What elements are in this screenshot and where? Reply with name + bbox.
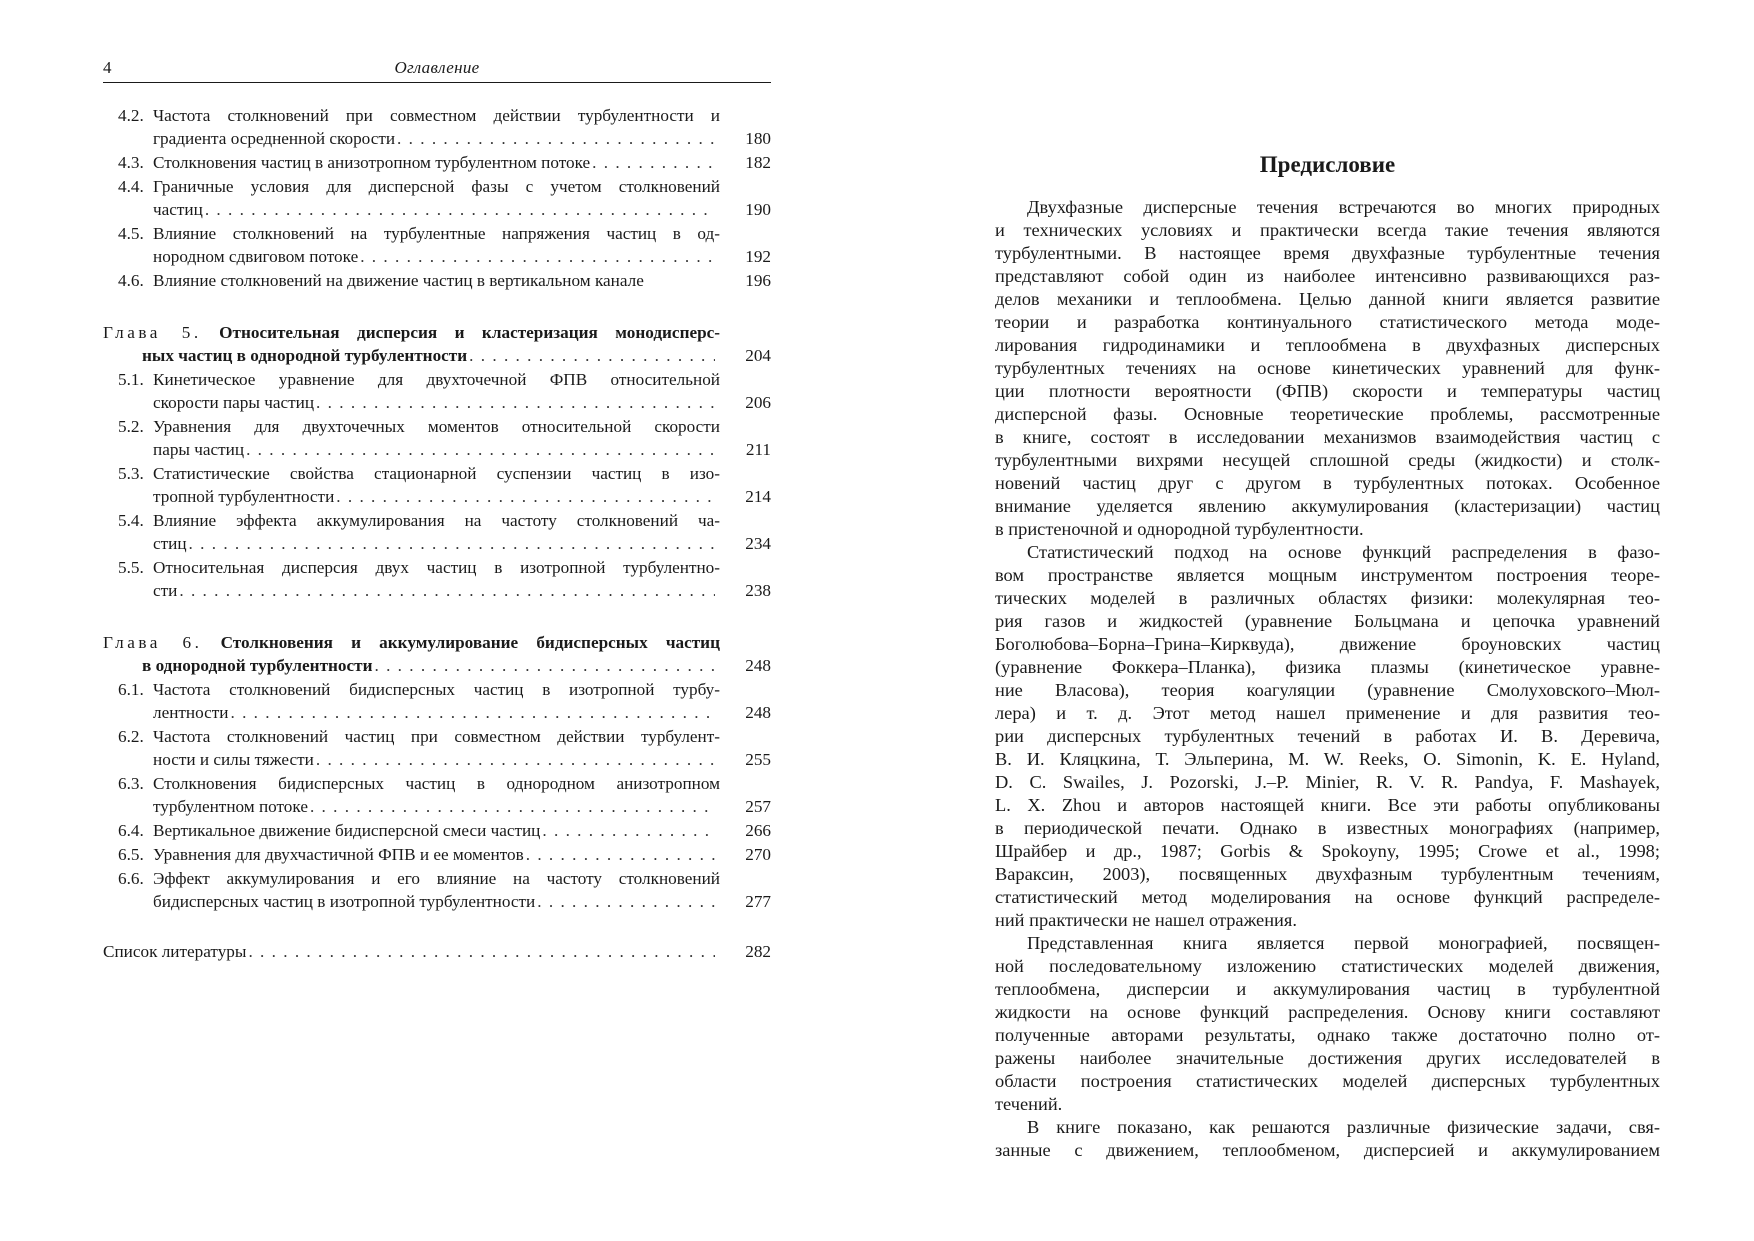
toc-dot-leader: [179, 579, 715, 602]
toc-dot-leader: [592, 151, 715, 174]
toc-title-line: Влияние эффекта аккумулирования на частоту столкновений ча-: [153, 511, 720, 530]
toc-dot-leader: [316, 391, 715, 414]
toc-dot-leader: [248, 940, 715, 963]
toc-section[interactable]: [103, 175, 771, 221]
toc-title-line: градиента осредненной скорости: [153, 129, 396, 148]
preface-line: лирования гидродинамики и теплообмена в двухфазных дисперсных: [995, 335, 1660, 355]
toc-page-number: 204: [745, 346, 771, 365]
preface-line: теплообмена, дисперсии и аккумулирования частиц в турбулентной: [995, 979, 1660, 999]
preface-line: лера) и т. д. Этот метод нашел применение и для развития тео-: [995, 703, 1660, 723]
toc-number: 6.4.: [118, 821, 144, 840]
toc-section[interactable]: [103, 415, 771, 461]
toc-number: 6.1.: [118, 680, 144, 699]
toc-page-number: 214: [745, 487, 771, 506]
toc-number: 5.2.: [118, 417, 144, 436]
toc-section[interactable]: [103, 867, 771, 913]
toc-section[interactable]: [103, 772, 771, 818]
toc-title-line: Эффект аккумулирования и его влияние на частоту столкновений: [153, 869, 720, 888]
preface-line: новений частиц друг с другом в турбулентных потоках. Особенное: [995, 473, 1660, 493]
toc-section[interactable]: [103, 725, 771, 771]
toc-section[interactable]: [103, 151, 771, 174]
preface-line: Боголюбова–Борна–Грина–Кирквуда), движение броуновских частиц: [995, 634, 1660, 654]
toc-dot-leader: [336, 485, 715, 508]
toc-title-line: Относительная дисперсия и кластеризация монодисперс-: [219, 323, 721, 342]
toc-dot-leader: [246, 438, 715, 461]
toc-number: 4.6.: [118, 271, 144, 290]
toc-section[interactable]: [103, 368, 771, 414]
toc-title-line: Относительная дисперсия двух частиц в изотропной турбулентно-: [153, 558, 720, 577]
toc-page-number: 257: [745, 797, 771, 816]
preface-line: турбулентными вихрями несущей сплошной среды (жидкости) и столк-: [995, 450, 1660, 470]
preface-line: Представленная книга является первой монографией, посвящен-: [1027, 933, 1660, 953]
running-title: Оглавление: [394, 58, 480, 77]
toc-section[interactable]: [103, 843, 771, 866]
preface-line: рии дисперсных турбулентных течений в работах И. В. Деревича,: [995, 726, 1660, 746]
toc-number: 6.2.: [118, 727, 144, 746]
toc-dot-leader: [542, 819, 715, 842]
toc-title-line: Частота столкновений частиц при совместном действии турбулент-: [153, 727, 720, 746]
preface-line: теории и разработка континуального статистического метода моде-: [995, 312, 1660, 332]
preface-line: (уравнение Фоккера–Планка), физика плазмы (кинетическое уравне-: [995, 657, 1660, 677]
preface-line: занные с движением, теплообменом, дисперсией и аккумулированием: [995, 1140, 1660, 1160]
toc-dot-leader: [526, 843, 715, 866]
preface-line: турбулентными. В настоящее время двухфазные турбулентные течения: [995, 243, 1660, 263]
preface-line: в книге, состоят в исследовании механизмов взаимодействия частиц с: [995, 427, 1660, 447]
toc-dot-leader: [469, 344, 715, 367]
preface-line: жидкости на основе функций распределения. Основу книги составляют: [995, 1002, 1660, 1022]
toc-page-number: 277: [745, 892, 771, 911]
preface-line: внимание уделяется явлению аккумулирования (кластеризации) частиц: [995, 496, 1660, 516]
toc-title-line: Частота столкновений при совместном действии турбулентности и: [153, 106, 720, 125]
toc-section[interactable]: [103, 819, 771, 842]
preface-line: и технических условиях и практически всегда такие течения являются: [995, 220, 1660, 240]
toc-title-line: Уравнения для двухточечных моментов относительной скорости: [153, 417, 720, 436]
toc-page-number: 270: [745, 845, 771, 864]
toc-page-number: 196: [745, 271, 771, 290]
toc-title-line: Кинетическое уравнение для двухточечной ФПВ относительной: [153, 370, 720, 389]
toc-dot-leader: [316, 748, 715, 771]
toc-title-line: Граничные условия для дисперсной фазы с учетом столкновений: [153, 177, 720, 196]
preface-line: делов механики и теплообмена. Целью данной книги является развитие: [995, 289, 1660, 309]
toc-number: 6.5.: [118, 845, 144, 864]
toc-dot-leader: [230, 701, 715, 724]
toc-title-line: Частота столкновений бидисперсных частиц в изотропной турбу-: [153, 680, 720, 699]
toc-page-number: 266: [745, 821, 771, 840]
toc-title-line: бидисперсных частиц в изотропной турбулентности: [153, 892, 536, 911]
toc-page-number: 180: [745, 129, 771, 148]
toc-page-number: 248: [745, 703, 771, 722]
toc-number: 5.5.: [118, 558, 144, 577]
preface-line: тических моделей в различных областях физики: молекулярная тео-: [995, 588, 1660, 608]
toc-title-line: частиц: [153, 200, 203, 219]
toc-dot-leader: [205, 198, 715, 221]
toc-section[interactable]: [103, 269, 771, 292]
preface-line: рия газов и жидкостей (уравнение Больцмана и цепочка уравнений: [995, 611, 1660, 631]
toc-title-line: Столкновения бидисперсных частиц в однородном анизотропном: [153, 774, 720, 793]
toc-title-line: Вертикальное движение бидисперсной смеси частиц: [153, 821, 541, 840]
toc-title-line: Влияние столкновений на движение частиц в вертикальном канале: [153, 271, 644, 290]
toc-page-number: 211: [745, 440, 771, 459]
toc-title-line: турбулентном потоке: [153, 797, 308, 816]
toc-dot-leader: [374, 654, 715, 677]
toc-chapter-label: Глава 5.: [103, 323, 202, 342]
toc-number: 4.3.: [118, 153, 144, 172]
toc-section[interactable]: [103, 509, 771, 555]
toc-chapter[interactable]: [103, 631, 771, 677]
toc-section[interactable]: [103, 678, 771, 724]
preface-title: Предисловие: [1259, 152, 1396, 177]
toc-section[interactable]: [103, 462, 771, 508]
toc-title-line: стиц: [153, 534, 187, 553]
preface-line: ний практически не нашел отражения.: [995, 910, 1297, 930]
toc-section[interactable]: [103, 222, 771, 268]
toc-page-number: 190: [745, 200, 771, 219]
preface-line: ражены наиболее значительные достижения других исследователей в: [995, 1048, 1660, 1068]
toc-title-line: пары частиц: [153, 440, 245, 459]
preface-line: представляют собой один из наиболее интенсивно развивающихся раз-: [995, 266, 1660, 286]
toc-title-line: ности и силы тяжести: [153, 750, 314, 769]
preface-line: ной последовательному изложению статистических моделей движения,: [995, 956, 1660, 976]
toc-title-line: Столкновения частиц в анизотропном турбулентном потоке: [153, 153, 591, 172]
preface-line: Двухфазные дисперсные течения встречаются во многих природных: [1027, 197, 1660, 217]
preface-line: D. C. Swailes, J. Pozorski, J.–P. Minier, R. V. R. Pandya, F. Mashayek,: [995, 772, 1660, 792]
toc-title-line: тропной турбулентности: [153, 487, 335, 506]
toc-number: 5.3.: [118, 464, 144, 483]
toc-number: 6.3.: [118, 774, 144, 793]
preface-line: В. И. Кляцкина, Т. Эльперина, M. W. Reeks, O. Simonin, K. E. Hyland,: [995, 749, 1660, 769]
toc-title-line: Уравнения для двухчастичной ФПВ и ее моментов: [153, 845, 524, 864]
toc-section[interactable]: [103, 556, 771, 602]
toc-title-line: в однородной турбулентности: [142, 656, 373, 675]
toc-number: 6.6.: [118, 869, 144, 888]
toc-title-line: Статистические свойства стационарной суспензии частиц в изо-: [153, 464, 720, 483]
toc-number: 5.1.: [118, 370, 144, 389]
preface-line: области построения статистических моделей дисперсных турбулентных: [995, 1071, 1660, 1091]
toc-dot-leader: [310, 795, 715, 818]
preface-line: Вараксин, 2003), посвященных двухфазным турбулентным течениям,: [995, 864, 1660, 884]
toc-dot-leader: [360, 245, 715, 268]
preface-line: ние Власова), теория коагуляции (уравнение Смолуховского–Мюл-: [995, 680, 1660, 700]
preface-line: в периодической печати. Однако в известных монографиях (например,: [995, 818, 1660, 838]
preface-line: ции плотности вероятности (ФПВ) скорости и температуры частиц: [995, 381, 1660, 401]
toc-number: 4.5.: [118, 224, 144, 243]
preface-line: дисперсной фазы. Основные теоретические проблемы, рассмотренные: [995, 404, 1660, 424]
page-number: 4: [103, 58, 112, 77]
toc-page-number: 206: [745, 393, 771, 412]
preface-line: полученные авторами результаты, однако также достаточно полно от-: [995, 1025, 1660, 1045]
toc-title-line: Столкновения и аккумулирование бидисперсных частиц: [220, 633, 720, 652]
preface-line: течений.: [995, 1094, 1063, 1114]
preface-line: L. X. Zhou и авторов настоящей книги. Все эти работы опубликованы: [995, 795, 1660, 815]
toc-number: 4.4.: [118, 177, 144, 196]
toc-page-number: 234: [745, 534, 771, 553]
toc-dot-leader: [397, 127, 715, 150]
toc-number: 5.4.: [118, 511, 144, 530]
preface-body: [995, 196, 1660, 1162]
toc-dot-leader: [189, 532, 715, 555]
preface-line: в пристеночной и однородной турбулентности.: [995, 519, 1364, 539]
toc-title-line: ных частиц в однородной турбулентности: [142, 346, 468, 365]
toc-bibliography[interactable]: [103, 940, 771, 963]
toc-page-number: 192: [745, 247, 771, 266]
toc-title-line: нородном сдвиговом потоке: [153, 247, 359, 266]
toc-page-number: 238: [745, 581, 771, 600]
toc-title-line: лентности: [153, 703, 229, 722]
toc-title-line: Список литературы: [103, 942, 247, 961]
preface-line: В книге показано, как решаются различные физические задачи, свя-: [1027, 1117, 1660, 1137]
toc-title-line: сти: [153, 581, 178, 600]
toc-number: 4.2.: [118, 106, 144, 125]
toc-chapter-label: Глава 6.: [103, 633, 203, 652]
toc-title-line: скорости пары частиц: [153, 393, 315, 412]
preface-line: Статистический подход на основе функций распределения в фазо-: [1027, 542, 1660, 562]
running-header: [103, 56, 771, 83]
preface-line: Шрайбер и др., 1987; Gorbis & Spokoyny, 1995; Crowe et al., 1998;: [995, 841, 1660, 861]
toc-page-number: 248: [745, 656, 771, 675]
toc-page-number: 182: [745, 153, 771, 172]
preface-line: статистический метод моделирования на основе функций распределе-: [995, 887, 1660, 907]
preface-line: турбулентных течениях на основе кинетических уравнений для функ-: [995, 358, 1660, 378]
preface-line: вом пространстве является мощным инструментом построения теоре-: [995, 565, 1660, 585]
toc-page-number: 282: [745, 942, 771, 961]
toc-page-number: 255: [745, 750, 771, 769]
toc-dot-leader: [537, 890, 715, 913]
toc-chapter[interactable]: [103, 321, 771, 367]
toc-title-line: Влияние столкновений на турбулентные напряжения частиц в од-: [153, 224, 720, 243]
toc-section[interactable]: [103, 104, 771, 150]
